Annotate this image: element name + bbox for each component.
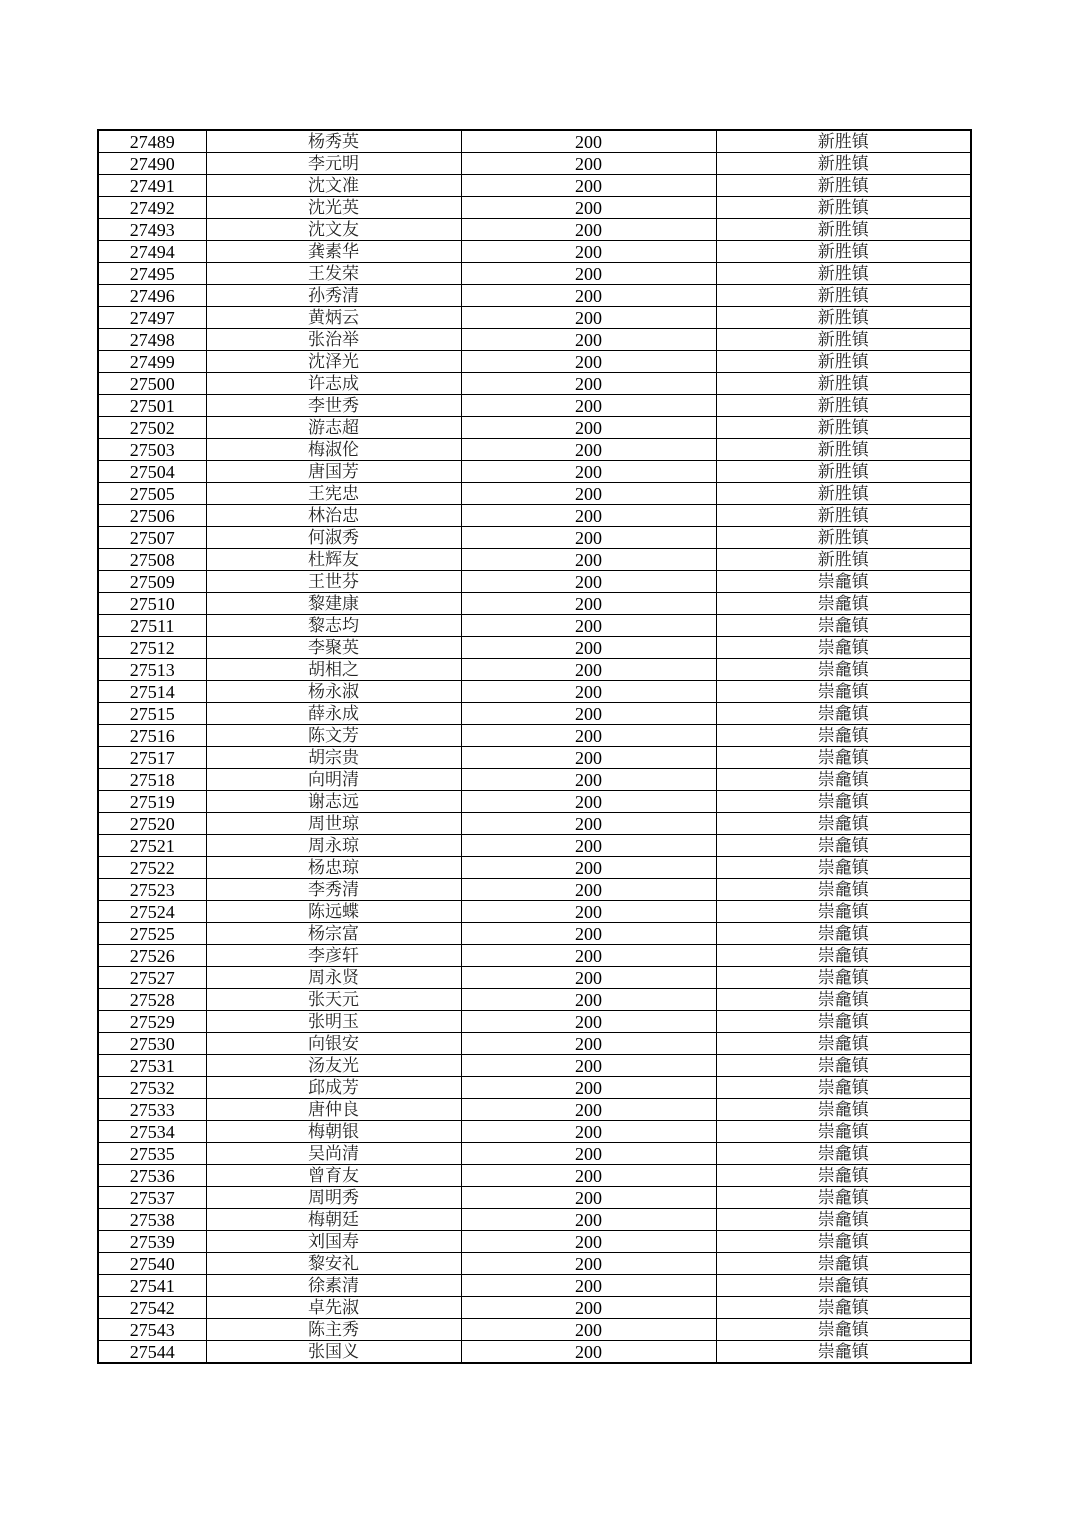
row-number-cell: 27494: [98, 241, 206, 263]
name-cell: 谢志远: [206, 791, 461, 813]
row-number-cell: 27493: [98, 219, 206, 241]
name-cell: 沈泽光: [206, 351, 461, 373]
town-cell: 崇龕镇: [716, 945, 971, 967]
amount-cell: 200: [461, 505, 716, 527]
town-cell: 崇龕镇: [716, 571, 971, 593]
amount-cell: 200: [461, 1143, 716, 1165]
table-row: [98, 901, 971, 923]
amount-cell: 200: [461, 681, 716, 703]
amount-cell: 200: [461, 285, 716, 307]
row-number-cell: 27507: [98, 527, 206, 549]
town-cell: 新胜镇: [716, 263, 971, 285]
row-number-cell: 27517: [98, 747, 206, 769]
table-row: [98, 659, 971, 681]
table-row: [98, 527, 971, 549]
amount-cell: 200: [461, 1055, 716, 1077]
amount-cell: 200: [461, 791, 716, 813]
name-cell: 李世秀: [206, 395, 461, 417]
name-cell: 徐素清: [206, 1275, 461, 1297]
town-cell: 崇龕镇: [716, 835, 971, 857]
table-row: [98, 1297, 971, 1319]
name-cell: 王宪忠: [206, 483, 461, 505]
row-number-cell: 27531: [98, 1055, 206, 1077]
table-row: [98, 945, 971, 967]
amount-cell: 200: [461, 835, 716, 857]
amount-cell: 200: [461, 307, 716, 329]
row-number-cell: 27533: [98, 1099, 206, 1121]
town-cell: 崇龕镇: [716, 615, 971, 637]
row-number-cell: 27501: [98, 395, 206, 417]
town-cell: 崇龕镇: [716, 1341, 971, 1364]
name-cell: 梅朝廷: [206, 1209, 461, 1231]
row-number-cell: 27527: [98, 967, 206, 989]
row-number-cell: 27519: [98, 791, 206, 813]
name-cell: 杨永淑: [206, 681, 461, 703]
row-number-cell: 27500: [98, 373, 206, 395]
row-number-cell: 27509: [98, 571, 206, 593]
town-cell: 崇龕镇: [716, 1011, 971, 1033]
town-cell: 新胜镇: [716, 197, 971, 219]
row-number-cell: 27513: [98, 659, 206, 681]
town-cell: 新胜镇: [716, 130, 971, 153]
amount-cell: 200: [461, 1209, 716, 1231]
name-cell: 刘国寿: [206, 1231, 461, 1253]
row-number-cell: 27491: [98, 175, 206, 197]
row-number-cell: 27543: [98, 1319, 206, 1341]
row-number-cell: 27530: [98, 1033, 206, 1055]
name-cell: 邱成芳: [206, 1077, 461, 1099]
town-cell: 新胜镇: [716, 219, 971, 241]
row-number-cell: 27539: [98, 1231, 206, 1253]
amount-cell: 200: [461, 813, 716, 835]
amount-cell: 200: [461, 439, 716, 461]
town-cell: 新胜镇: [716, 329, 971, 351]
table-body: [98, 130, 971, 1363]
town-cell: 崇龕镇: [716, 747, 971, 769]
town-cell: 崇龕镇: [716, 1165, 971, 1187]
name-cell: 曾育友: [206, 1165, 461, 1187]
town-cell: 崇龕镇: [716, 989, 971, 1011]
table-row: [98, 505, 971, 527]
row-number-cell: 27523: [98, 879, 206, 901]
table-row: [98, 1165, 971, 1187]
name-cell: 杨忠琼: [206, 857, 461, 879]
row-number-cell: 27506: [98, 505, 206, 527]
name-cell: 陈主秀: [206, 1319, 461, 1341]
table-row: [98, 835, 971, 857]
table-row: [98, 197, 971, 219]
town-cell: 崇龕镇: [716, 1297, 971, 1319]
data-table: [97, 129, 972, 1364]
table-row: [98, 1341, 971, 1364]
row-number-cell: 27508: [98, 549, 206, 571]
name-cell: 汤友光: [206, 1055, 461, 1077]
row-number-cell: 27510: [98, 593, 206, 615]
name-cell: 周明秀: [206, 1187, 461, 1209]
row-number-cell: 27496: [98, 285, 206, 307]
table-row: [98, 1099, 971, 1121]
name-cell: 龚素华: [206, 241, 461, 263]
town-cell: 崇龕镇: [716, 1033, 971, 1055]
row-number-cell: 27503: [98, 439, 206, 461]
name-cell: 薛永成: [206, 703, 461, 725]
table-row: [98, 1143, 971, 1165]
amount-cell: 200: [461, 197, 716, 219]
name-cell: 林治忠: [206, 505, 461, 527]
town-cell: 崇龕镇: [716, 1055, 971, 1077]
table-row: [98, 351, 971, 373]
row-number-cell: 27498: [98, 329, 206, 351]
name-cell: 黎安礼: [206, 1253, 461, 1275]
row-number-cell: 27499: [98, 351, 206, 373]
name-cell: 梅朝银: [206, 1121, 461, 1143]
row-number-cell: 27502: [98, 417, 206, 439]
town-cell: 崇龕镇: [716, 725, 971, 747]
table-row: [98, 373, 971, 395]
row-number-cell: 27524: [98, 901, 206, 923]
name-cell: 孙秀清: [206, 285, 461, 307]
row-number-cell: 27520: [98, 813, 206, 835]
table-row: [98, 879, 971, 901]
table-row: [98, 703, 971, 725]
amount-cell: 200: [461, 527, 716, 549]
town-cell: 新胜镇: [716, 461, 971, 483]
name-cell: 周永贤: [206, 967, 461, 989]
town-cell: 崇龕镇: [716, 769, 971, 791]
name-cell: 沈文友: [206, 219, 461, 241]
table-row: [98, 967, 971, 989]
row-number-cell: 27489: [98, 130, 206, 153]
table-row: [98, 263, 971, 285]
table-row: [98, 637, 971, 659]
amount-cell: 200: [461, 571, 716, 593]
town-cell: 新胜镇: [716, 417, 971, 439]
name-cell: 唐仲良: [206, 1099, 461, 1121]
row-number-cell: 27518: [98, 769, 206, 791]
name-cell: 向明清: [206, 769, 461, 791]
town-cell: 新胜镇: [716, 395, 971, 417]
table-row: [98, 1011, 971, 1033]
amount-cell: 200: [461, 1319, 716, 1341]
amount-cell: 200: [461, 945, 716, 967]
row-number-cell: 27505: [98, 483, 206, 505]
amount-cell: 200: [461, 1275, 716, 1297]
amount-cell: 200: [461, 153, 716, 175]
town-cell: 新胜镇: [716, 285, 971, 307]
town-cell: 新胜镇: [716, 307, 971, 329]
table-row: [98, 153, 971, 175]
amount-cell: 200: [461, 769, 716, 791]
row-number-cell: 27512: [98, 637, 206, 659]
row-number-cell: 27526: [98, 945, 206, 967]
town-cell: 崇龕镇: [716, 813, 971, 835]
amount-cell: 200: [461, 130, 716, 153]
name-cell: 李秀清: [206, 879, 461, 901]
name-cell: 杨秀英: [206, 130, 461, 153]
row-number-cell: 27515: [98, 703, 206, 725]
name-cell: 卓先淑: [206, 1297, 461, 1319]
row-number-cell: 27504: [98, 461, 206, 483]
amount-cell: 200: [461, 219, 716, 241]
name-cell: 张治举: [206, 329, 461, 351]
name-cell: 唐国芳: [206, 461, 461, 483]
name-cell: 王世芬: [206, 571, 461, 593]
table-row: [98, 1187, 971, 1209]
town-cell: 新胜镇: [716, 175, 971, 197]
amount-cell: 200: [461, 175, 716, 197]
table-row: [98, 615, 971, 637]
table-row: [98, 1077, 971, 1099]
town-cell: 崇龕镇: [716, 1143, 971, 1165]
name-cell: 吴尚清: [206, 1143, 461, 1165]
amount-cell: 200: [461, 241, 716, 263]
amount-cell: 200: [461, 747, 716, 769]
name-cell: 沈文准: [206, 175, 461, 197]
table-row: [98, 593, 971, 615]
amount-cell: 200: [461, 857, 716, 879]
amount-cell: 200: [461, 923, 716, 945]
amount-cell: 200: [461, 549, 716, 571]
row-number-cell: 27514: [98, 681, 206, 703]
amount-cell: 200: [461, 967, 716, 989]
table-row: [98, 747, 971, 769]
town-cell: 崇龕镇: [716, 1319, 971, 1341]
name-cell: 胡相之: [206, 659, 461, 681]
town-cell: 崇龕镇: [716, 791, 971, 813]
town-cell: 崇龕镇: [716, 1253, 971, 1275]
name-cell: 李聚英: [206, 637, 461, 659]
row-number-cell: 27534: [98, 1121, 206, 1143]
amount-cell: 200: [461, 483, 716, 505]
table-row: [98, 483, 971, 505]
table-row: [98, 1033, 971, 1055]
town-cell: 崇龕镇: [716, 1231, 971, 1253]
amount-cell: 200: [461, 659, 716, 681]
town-cell: 新胜镇: [716, 527, 971, 549]
name-cell: 王发荣: [206, 263, 461, 285]
town-cell: 崇龕镇: [716, 1187, 971, 1209]
name-cell: 胡宗贵: [206, 747, 461, 769]
row-number-cell: 27541: [98, 1275, 206, 1297]
row-number-cell: 27522: [98, 857, 206, 879]
name-cell: 游志超: [206, 417, 461, 439]
row-number-cell: 27544: [98, 1341, 206, 1364]
table-row: [98, 130, 971, 153]
row-number-cell: 27532: [98, 1077, 206, 1099]
amount-cell: 200: [461, 725, 716, 747]
table-row: [98, 769, 971, 791]
table-row: [98, 219, 971, 241]
town-cell: 崇龕镇: [716, 1209, 971, 1231]
name-cell: 黎建康: [206, 593, 461, 615]
table-row: [98, 1209, 971, 1231]
table-row: [98, 461, 971, 483]
amount-cell: 200: [461, 879, 716, 901]
amount-cell: 200: [461, 1231, 716, 1253]
town-cell: 崇龕镇: [716, 967, 971, 989]
amount-cell: 200: [461, 901, 716, 923]
table-row: [98, 989, 971, 1011]
town-cell: 新胜镇: [716, 483, 971, 505]
table-row: [98, 549, 971, 571]
name-cell: 向银安: [206, 1033, 461, 1055]
name-cell: 黎志均: [206, 615, 461, 637]
table-row: [98, 285, 971, 307]
table-row: [98, 1275, 971, 1297]
row-number-cell: 27511: [98, 615, 206, 637]
amount-cell: 200: [461, 461, 716, 483]
town-cell: 崇龕镇: [716, 659, 971, 681]
name-cell: 周世琼: [206, 813, 461, 835]
town-cell: 崇龕镇: [716, 703, 971, 725]
table-row: [98, 1253, 971, 1275]
table-row: [98, 175, 971, 197]
row-number-cell: 27492: [98, 197, 206, 219]
town-cell: 崇龕镇: [716, 901, 971, 923]
name-cell: 梅淑伦: [206, 439, 461, 461]
town-cell: 新胜镇: [716, 505, 971, 527]
town-cell: 崇龕镇: [716, 879, 971, 901]
table-row: [98, 791, 971, 813]
table-row: [98, 857, 971, 879]
amount-cell: 200: [461, 1011, 716, 1033]
table-row: [98, 395, 971, 417]
row-number-cell: 27538: [98, 1209, 206, 1231]
row-number-cell: 27537: [98, 1187, 206, 1209]
town-cell: 崇龕镇: [716, 857, 971, 879]
amount-cell: 200: [461, 417, 716, 439]
name-cell: 黄炳云: [206, 307, 461, 329]
amount-cell: 200: [461, 989, 716, 1011]
town-cell: 新胜镇: [716, 241, 971, 263]
row-number-cell: 27490: [98, 153, 206, 175]
amount-cell: 200: [461, 1341, 716, 1364]
town-cell: 新胜镇: [716, 439, 971, 461]
amount-cell: 200: [461, 351, 716, 373]
name-cell: 沈光英: [206, 197, 461, 219]
table-row: [98, 681, 971, 703]
table-row: [98, 1231, 971, 1253]
table-row: [98, 813, 971, 835]
amount-cell: 200: [461, 1121, 716, 1143]
town-cell: 崇龕镇: [716, 923, 971, 945]
table-row: [98, 439, 971, 461]
row-number-cell: 27521: [98, 835, 206, 857]
name-cell: 许志成: [206, 373, 461, 395]
row-number-cell: 27516: [98, 725, 206, 747]
name-cell: 李元明: [206, 153, 461, 175]
town-cell: 崇龕镇: [716, 1077, 971, 1099]
town-cell: 新胜镇: [716, 373, 971, 395]
town-cell: 崇龕镇: [716, 637, 971, 659]
amount-cell: 200: [461, 637, 716, 659]
town-cell: 崇龕镇: [716, 1275, 971, 1297]
table-row: [98, 307, 971, 329]
name-cell: 张明玉: [206, 1011, 461, 1033]
name-cell: 陈文芳: [206, 725, 461, 747]
row-number-cell: 27528: [98, 989, 206, 1011]
row-number-cell: 27497: [98, 307, 206, 329]
name-cell: 张天元: [206, 989, 461, 1011]
table-row: [98, 923, 971, 945]
name-cell: 张国义: [206, 1341, 461, 1364]
table-row: [98, 329, 971, 351]
table-row: [98, 1121, 971, 1143]
table-row: [98, 725, 971, 747]
town-cell: 崇龕镇: [716, 593, 971, 615]
table-row: [98, 1319, 971, 1341]
row-number-cell: 27529: [98, 1011, 206, 1033]
row-number-cell: 27535: [98, 1143, 206, 1165]
name-cell: 杨宗富: [206, 923, 461, 945]
amount-cell: 200: [461, 263, 716, 285]
amount-cell: 200: [461, 593, 716, 615]
amount-cell: 200: [461, 1165, 716, 1187]
town-cell: 崇龕镇: [716, 1099, 971, 1121]
row-number-cell: 27540: [98, 1253, 206, 1275]
amount-cell: 200: [461, 1077, 716, 1099]
amount-cell: 200: [461, 703, 716, 725]
row-number-cell: 27525: [98, 923, 206, 945]
town-cell: 新胜镇: [716, 549, 971, 571]
amount-cell: 200: [461, 1033, 716, 1055]
town-cell: 新胜镇: [716, 153, 971, 175]
amount-cell: 200: [461, 1099, 716, 1121]
amount-cell: 200: [461, 1187, 716, 1209]
name-cell: 何淑秀: [206, 527, 461, 549]
name-cell: 陈远蝶: [206, 901, 461, 923]
table-row: [98, 571, 971, 593]
table-row: [98, 1055, 971, 1077]
row-number-cell: 27536: [98, 1165, 206, 1187]
amount-cell: 200: [461, 395, 716, 417]
table-row: [98, 241, 971, 263]
amount-cell: 200: [461, 329, 716, 351]
town-cell: 崇龕镇: [716, 681, 971, 703]
amount-cell: 200: [461, 615, 716, 637]
name-cell: 周永琼: [206, 835, 461, 857]
name-cell: 李彦轩: [206, 945, 461, 967]
table-row: [98, 417, 971, 439]
town-cell: 新胜镇: [716, 351, 971, 373]
amount-cell: 200: [461, 373, 716, 395]
row-number-cell: 27542: [98, 1297, 206, 1319]
name-cell: 杜辉友: [206, 549, 461, 571]
town-cell: 崇龕镇: [716, 1121, 971, 1143]
amount-cell: 200: [461, 1297, 716, 1319]
row-number-cell: 27495: [98, 263, 206, 285]
amount-cell: 200: [461, 1253, 716, 1275]
